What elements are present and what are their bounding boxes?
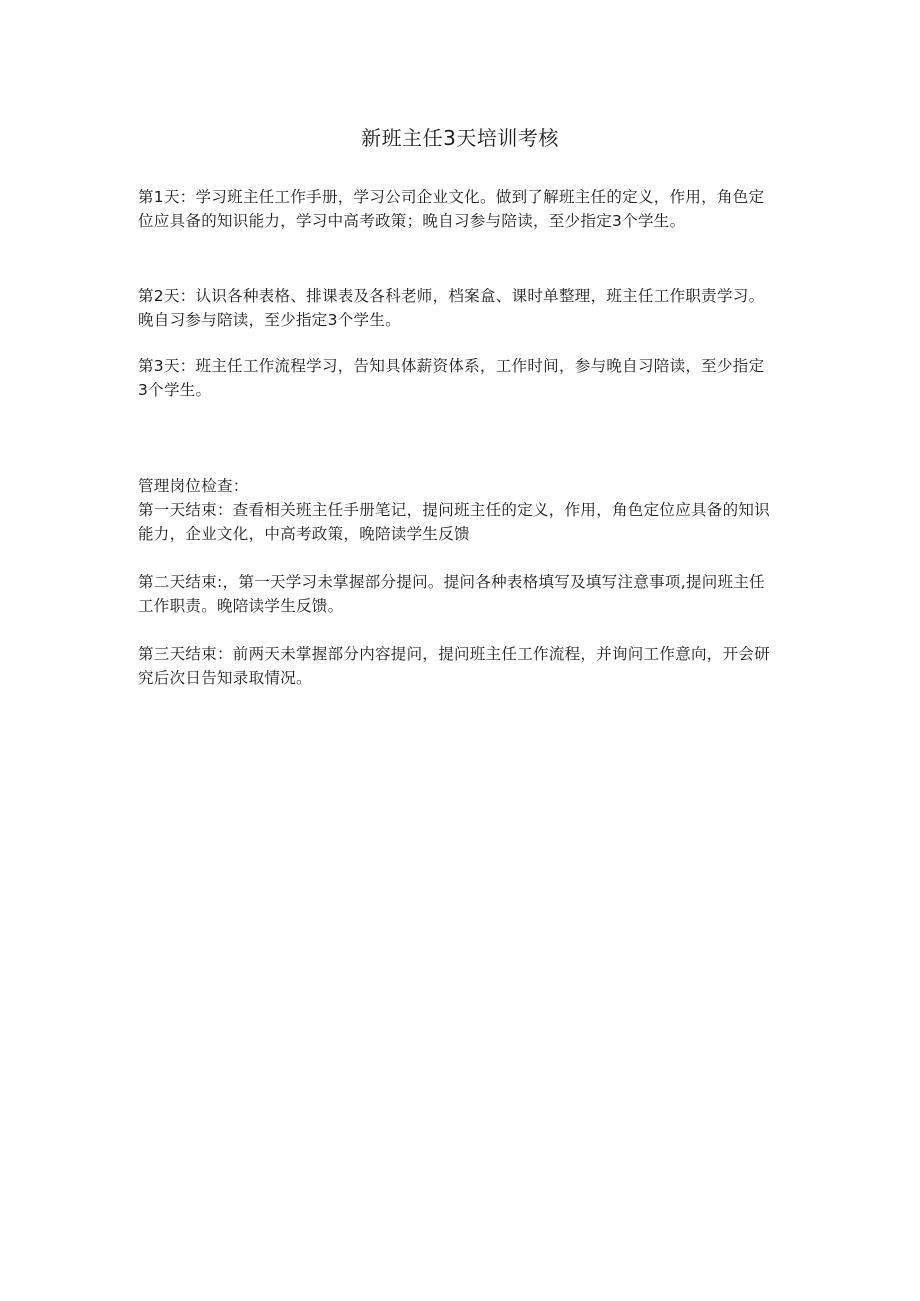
check-day-1-paragraph: 第一天结束：查看相关班主任手册笔记，提问班主任的定义，作用，角色定位应具备的知识能力，企业文化，中高考政策，晚陪读学生反馈	[138, 501, 771, 543]
document-title: 新班主任3天培训考核	[361, 126, 559, 150]
check-day-2-paragraph: 第二天结束:，第一天学习未掌握部分提问。提问各种表格填写及填写注意事项,提问班主任工作职责。晚陪读学生反馈。	[138, 573, 765, 615]
day-2-paragraph: 第2天：认识各种表格、排课表及各科老师，档案盒、课时单整理，班主任工作职责学习。晚自习参与陪读，至少指定3个学生。	[138, 287, 765, 329]
day-1-paragraph: 第1天：学习班主任工作手册，学习公司企业文化。做到了解班主任的定义，作用，角色定位应具备的知识能力，学习中高考政策；晚自习参与陪读，至少指定3个学生。	[138, 188, 765, 230]
management-check-heading: 管理岗位检查：	[138, 477, 249, 495]
day-3-paragraph: 第3天：班主任工作流程学习，告知具体薪资体系，工作时间，参与晚自习陪读，至少指定3个学生。	[138, 357, 765, 399]
check-day-3-paragraph: 第三天结束：前两天未掌握部分内容提问，提问班主任工作流程，并询问工作意向，开会研究后次日告知录取情况。	[138, 645, 771, 687]
